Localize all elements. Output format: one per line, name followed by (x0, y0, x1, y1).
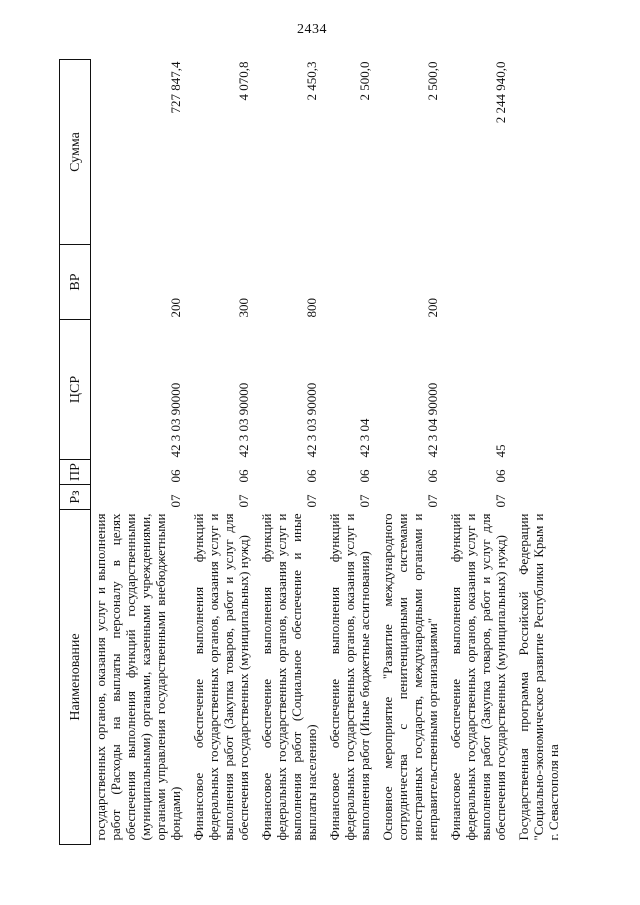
row-vr: 200 (168, 298, 183, 318)
row-name: Финансовое обеспечение выполнения функций федеральных государственных органов, оказания услуг и выполнения работ (Закупка товаров, работ и услуг для обеспечения государственных (муниципальных) нужд) (191, 513, 251, 841)
row-rz: 07 (357, 494, 372, 508)
row-vr: 800 (304, 298, 319, 318)
row-csr (508, 320, 561, 460)
row-rz: 07 (168, 494, 183, 508)
row-vr (440, 245, 508, 320)
row-pr: 06 (493, 469, 508, 483)
row-pr (508, 460, 561, 485)
row-vr: 300 (236, 298, 251, 318)
row-name: Финансовое обеспечение выполнения функций федеральных государственных органов, оказания услуг и выполнения работ (Закупка товаров, работ и услуг для обеспечения государственных (муниципальных) нужд) (448, 513, 508, 841)
table-row (183, 60, 251, 845)
row-rz (508, 485, 561, 510)
row-csr: 42 3 03 90000 (304, 382, 319, 458)
row-rz: 07 (236, 494, 251, 508)
row-csr: 42 3 04 90000 (425, 382, 440, 458)
table-row (508, 60, 561, 845)
row-name: Финансовое обеспечение выполнения функций федеральных государственных органов, оказания услуг и выполнения работ (Социальное обеспечение и иные выплаты населению) (259, 513, 319, 841)
row-sum: 2 500,0 (357, 61, 372, 101)
row-sum: 2 244 940,0 (493, 61, 508, 124)
row-csr: 42 3 04 (357, 418, 372, 458)
row-vr: 200 (425, 298, 440, 318)
row-name: государственных органов, оказания услуг и выполнения работ (Расходы на выплаты персоналу в целях обеспечения выполнения функций государственными (муниципальными) органами, казенными учреждениями, органами управления государственными внебюджетными фондами) (93, 513, 183, 841)
row-sum (508, 60, 561, 245)
row-sum: 4 070,8 (236, 61, 251, 101)
row-rz: 07 (304, 494, 319, 508)
table-row (372, 60, 440, 845)
row-csr: 42 3 03 90000 (168, 382, 183, 458)
table-row (440, 60, 508, 845)
row-name: Основное мероприятие "Развитие международного сотрудничества с пенитенциарными системами иностранных государств, международными органами и неправительственными организациями" (380, 513, 440, 841)
row-sum: 727 847,4 (168, 61, 183, 114)
row-name: Финансовое обеспечение выполнения функций федеральных государственных органов, оказания услуг и выполнения работ (Иные бюджетные ассигнования) (327, 513, 372, 841)
row-pr: 06 (304, 469, 319, 483)
row-sum: 2 450,3 (304, 61, 319, 101)
row-pr: 06 (168, 469, 183, 483)
page-number: 2434 (297, 22, 327, 37)
budget-table (59, 59, 561, 845)
row-name: Государственная программа Российской Федерации "Социально-экономическое развитие Республики Крым и г. Севастополя на (516, 513, 561, 841)
header-csr: ЦСР (60, 320, 91, 460)
header-rz: Рз (60, 485, 91, 510)
table-row (91, 60, 184, 845)
row-vr (508, 245, 561, 320)
row-rz: 07 (493, 494, 508, 508)
row-sum: 2 500,0 (425, 61, 440, 101)
row-pr: 06 (425, 469, 440, 483)
row-vr (319, 245, 372, 320)
header-vr: ВР (60, 245, 91, 320)
header-pr: ПР (60, 460, 91, 485)
rotated-budget-table (59, 60, 604, 845)
row-pr: 06 (357, 469, 372, 483)
row-csr: 42 3 03 90000 (236, 382, 251, 458)
table-row (251, 60, 319, 845)
row-csr: 45 (493, 444, 508, 458)
header-sum: Сумма (60, 60, 91, 245)
table-row (319, 60, 372, 845)
row-rz: 07 (425, 494, 440, 508)
header-row (60, 60, 91, 845)
header-name: Наименование (60, 510, 91, 845)
row-pr: 06 (236, 469, 251, 483)
